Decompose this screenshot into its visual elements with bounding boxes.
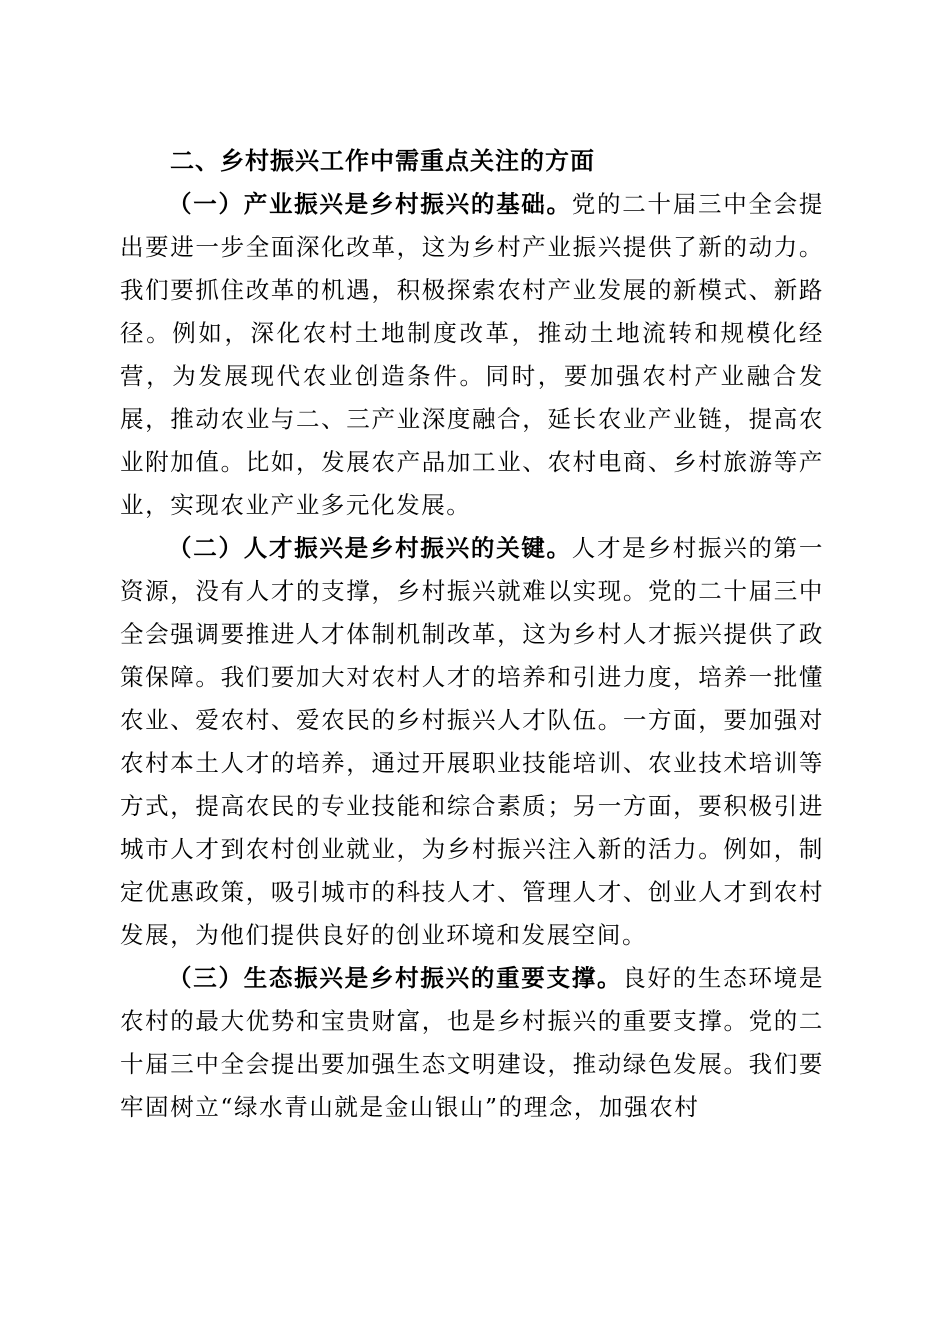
paragraph-industry-body: 党的二十届三中全会提出要进一步全面深化改革，这为乡村产业振兴提供了新的动力。我们要抓住改革的机遇，积极探索农村产业发展的新模式、新路径。例如，深化农村土地制度改革，推动土地流转和规模化经营，为发展现代农业创造条件。同时，要加强农村产业融合发展，推动农业与二、三产业深度融合，延长农业产业链，提高农业附加值。比如，发展农产品加工业、农村电商、乡村旅游等产业，实现农业产业多元化发展。: [120, 190, 825, 519]
paragraph-talent: [120, 527, 824, 957]
paragraph-ecology-lead: （三）生态振兴是乡村振兴的重要支撑。: [168, 964, 623, 992]
section-heading: 二、乡村振兴工作中需重点关注的方面: [170, 147, 595, 175]
paragraph-talent-body: 人才是乡村振兴的第一资源，没有人才的支撑，乡村振兴就难以实现。党的二十届三中全会强调要推进人才体制机制改革，这为乡村人才振兴提供了政策保障。我们要加大对农村人才的培养和引进力度，培养一批懂农业、爱农村、爱农民的乡村振兴人才队伍。一方面，要加强对农村本土人才的培养，通过开展职业技能培训、农业技术培训等方式，提高农民的专业技能和综合素质；另一方面，要积极引进城市人才到农村创业就业，为乡村振兴注入新的活力。例如，制定优惠政策，吸引城市的科技人才、管理人才、创业人才到农村发展，为他们提供良好的创业环境和发展空间。: [120, 534, 825, 949]
paragraph-industry-lead: （一）产业振兴是乡村振兴的基础。: [168, 190, 572, 218]
paragraph-talent-lead: （二）人才振兴是乡村振兴的关键。: [168, 534, 572, 562]
document-body: [120, 140, 824, 1129]
paragraph-ecology-body: 良好的生态环境是农村的最大优势和宝贵财富，也是乡村振兴的重要支撑。党的二十届三中全会提出要加强生态文明建设，推动绿色发展。我们要牢固树立“绿水青山就是金山银山”的理念，加强农村: [120, 964, 824, 1121]
paragraph-ecology: [120, 957, 824, 1129]
paragraph-industry: [120, 183, 824, 527]
